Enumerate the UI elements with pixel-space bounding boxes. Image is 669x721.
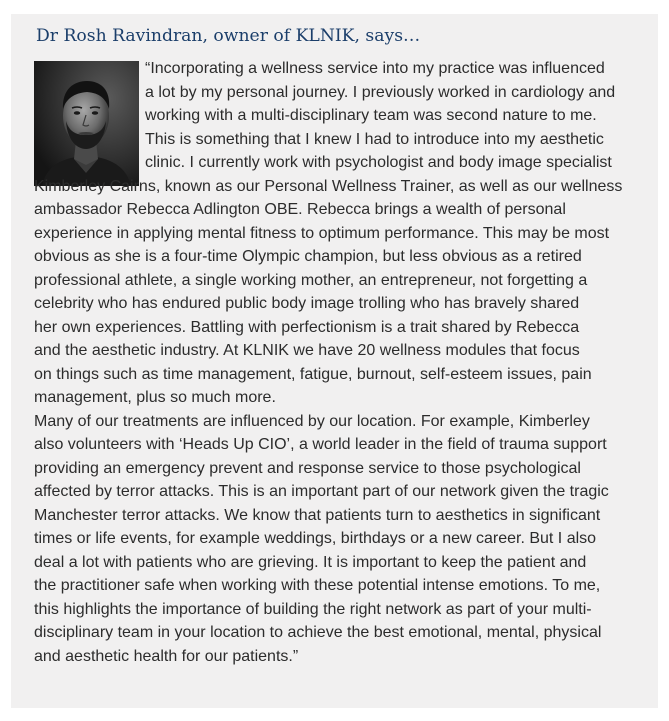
quote-line: professional athlete, a single working mother, an entrepreneur, not forgetting a: [34, 271, 588, 289]
quote-line: clinic. I currently work with psychologist and body image specialist: [145, 154, 612, 171]
quote-line: this highlights the importance of building the right network as part of your multi-: [34, 600, 592, 618]
quote-line: Many of our treatments are influenced by our location. For example, Kimberley: [34, 412, 590, 430]
quote-line: obvious as she is a four-time Olympic champion, but less obvious as a retired: [34, 248, 582, 265]
quote-line: and aesthetic health for our patients.”: [34, 647, 299, 665]
portrait-photo: [34, 61, 139, 186]
quote-line: a lot by my personal journey. I previously worked in cardiology and: [145, 83, 616, 101]
quote-line: also volunteers with ‘Heads Up CIO’, a world leader in the field of trauma support: [34, 436, 607, 453]
quote-line: deal a lot with patients who are grieving. It is important to keep the patient and: [34, 553, 587, 571]
quote-line: celebrity who has endured public body image trolling who has bravely shared: [34, 295, 580, 312]
quote-line: and the aesthetic industry. At KLNIK we have 20 wellness modules that focus: [34, 342, 580, 359]
quote-line: Manchester terror attacks. We know that patients turn to aesthetics in significant: [34, 506, 601, 524]
quote-line: Kimberley Cairns, known as our Personal Wellness Trainer, as well as our wellness: [34, 177, 623, 195]
quote-line: management, plus so much more.: [34, 389, 276, 406]
quote-line: working with a multi-disciplinary team was second nature to me.: [145, 107, 597, 124]
quote-line: “Incorporating a wellness service into my practice was influenced: [145, 60, 605, 77]
quote-line: disciplinary team in your location to achieve the best emotional, mental, physical: [34, 624, 602, 641]
quote-line: ambassador Rebecca Adlington OBE. Rebecca brings a wealth of personal: [34, 201, 566, 218]
quote-line: on things such as time management, fatigue, burnout, self-esteem issues, pain: [34, 365, 592, 383]
quote-panel: [11, 14, 658, 708]
quote-line: her own experiences. Battling with perfectionism is a trait shared by Rebecca: [34, 318, 580, 336]
quote-line: times or life events, for example weddings, birthdays or a new career. But I also: [34, 530, 597, 547]
quote-line: providing an emergency prevent and response service to those psychological: [34, 459, 581, 477]
quote-line: This is something that I knew I had to introduce into my aesthetic: [145, 130, 604, 148]
quote-line: experience in applying mental fitness to optimum performance. This may be most: [34, 224, 610, 242]
quote-line: the practitioner safe when working with these potential intense emotions. To me,: [34, 577, 601, 594]
quote-heading: Dr Rosh Ravindran, owner of KLNIK, says…: [36, 26, 421, 46]
portrait-image: [34, 61, 139, 186]
quote-line: affected by terror attacks. This is an important part of our network given the tragic: [34, 483, 609, 500]
